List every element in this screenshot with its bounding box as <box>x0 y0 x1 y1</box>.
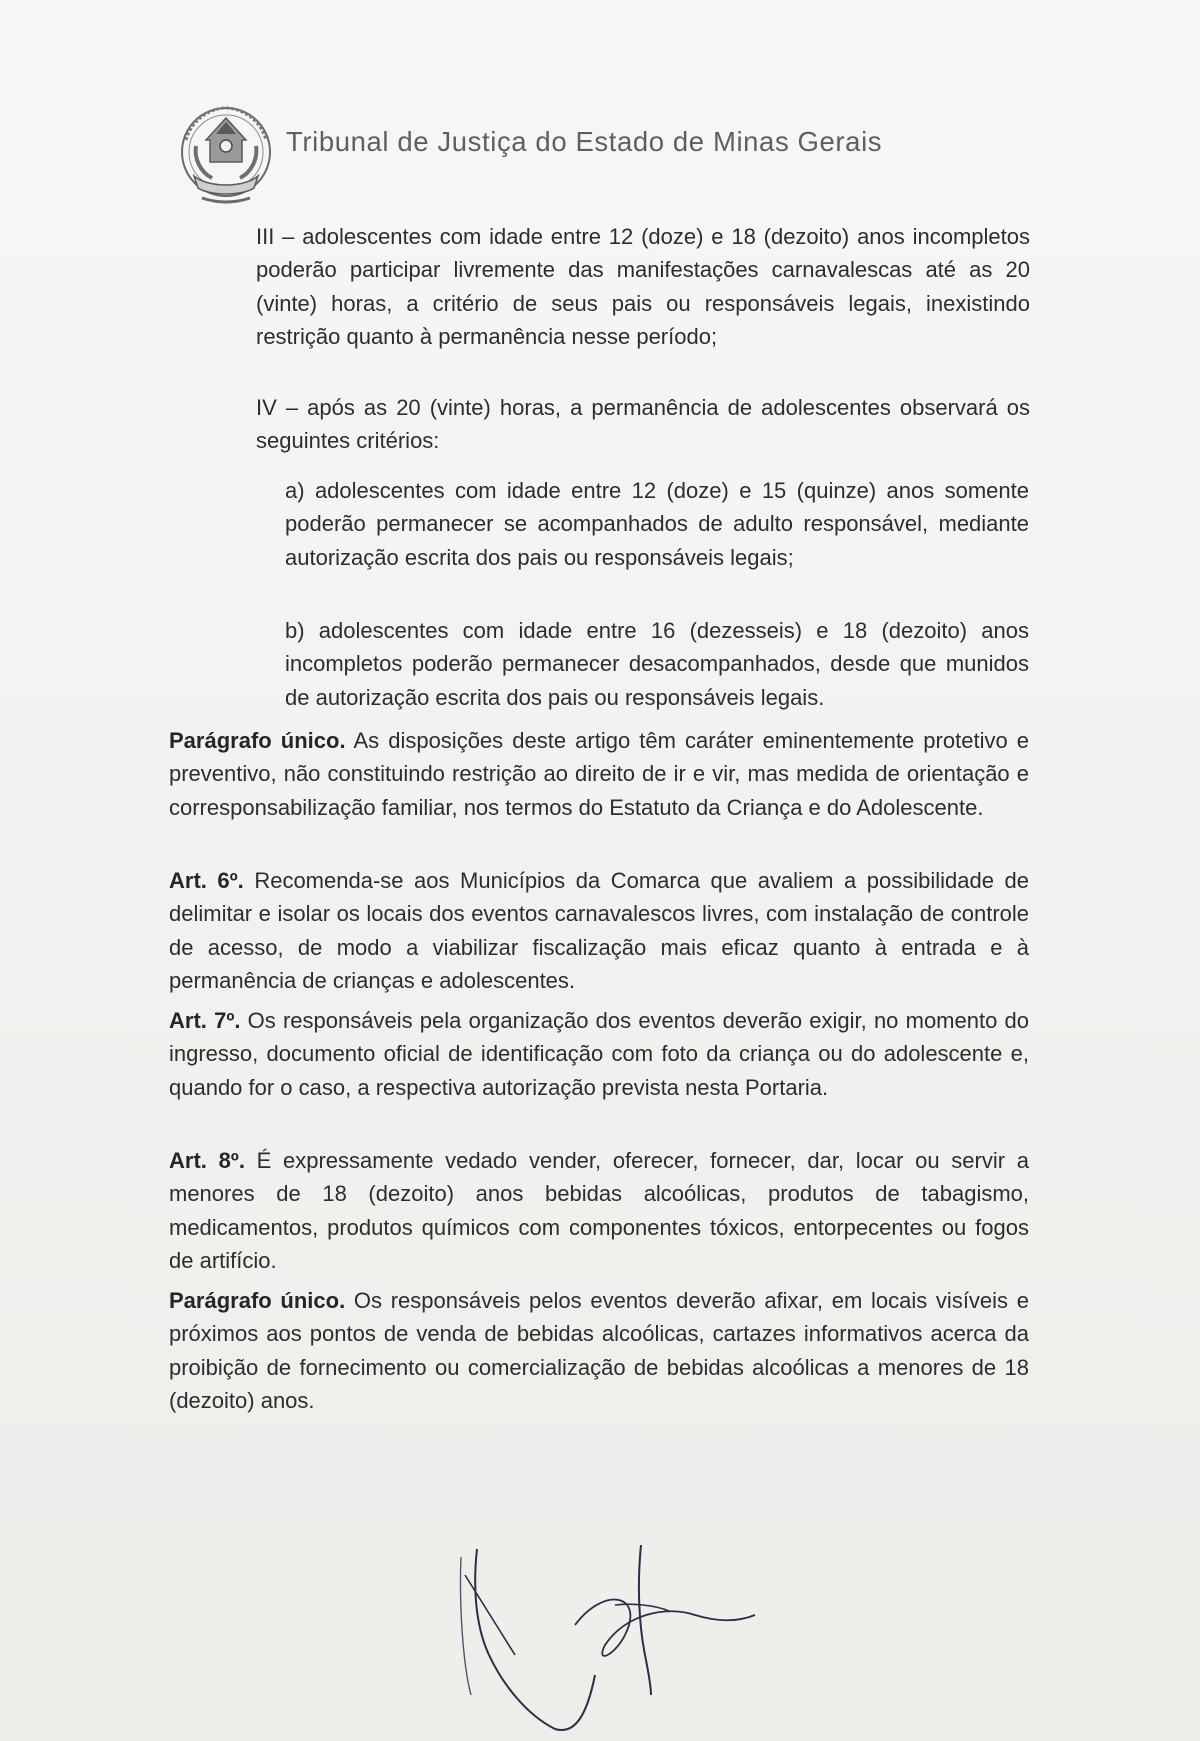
alinea-b: b) adolescentes com idade entre 16 (dezesseis) e 18 (dezoito) anos incompletos poderão permanecer desacompanhados, desde que munidos de autorização escrita dos pais ou responsáveis legais. <box>285 618 1029 710</box>
inciso-iv: IV – após as 20 (vinte) horas, a permanência de adolescentes observará os seguintes critérios: <box>256 395 1030 454</box>
coat-of-arms-icon <box>172 100 280 208</box>
letterhead <box>172 100 882 208</box>
article-8 <box>169 1144 1029 1278</box>
article-label: Art. 7º. <box>169 1008 241 1033</box>
paragraph-text: Os responsáveis pelos eventos deverão afixar, em locais visíveis e próximos aos pontos de venda de bebidas alcoólicas, cartazes informativos acerca da proibição de fornecimento ou comercialização de bebidas alcoólicas a menores de 18 (dezoito) anos. <box>169 1288 1029 1414</box>
paragraph-label: Parágrafo único. <box>169 728 346 753</box>
article-6 <box>169 864 1029 998</box>
court-name: Tribunal de Justiça do Estado de Minas Gerais <box>286 125 883 157</box>
article-label: Art. 6º. <box>169 868 244 893</box>
article-text: Recomenda-se aos Municípios da Comarca que avaliem a possibilidade de delimitar e isolar os locais dos eventos carnavalescos livres, com instalação de controle de acesso, de modo a viabilizar fiscalização mais eficaz quanto à entrada e à permanência de crianças e adolescentes. <box>169 868 1029 994</box>
article-label: Art. 8º. <box>169 1148 245 1173</box>
article-text: É expressamente vedado vender, oferecer, fornecer, dar, locar ou servir a menores de 18 (dezoito) anos bebidas alcoólicas, produtos de tabagismo, medicamentos, produtos químicos com componentes tóxicos, entorpecentes ou fogos de artifício. <box>169 1148 1030 1274</box>
inciso-iii: III – adolescentes com idade entre 12 (doze) e 18 (dezoito) anos incompletos poderão participar livremente das manifestações carnavalescas até as 20 (vinte) horas, a critério de seus pais ou responsáveis legais, inexistindo restrição quanto à permanência nesse período; <box>256 224 1030 350</box>
article-text: Os responsáveis pela organização dos eventos deverão exigir, no momento do ingresso, documento oficial de identificação com foto da criança ou do adolescente e, quando for o caso, a respectiva autorização prevista nesta Portaria. <box>169 1008 1029 1100</box>
alinea-a: a) adolescentes com idade entre 12 (doze) e 15 (quinze) anos somente poderão permanecer se acompanhados de adulto responsável, mediante autorização escrita dos pais ou responsáveis legais; <box>285 478 1029 570</box>
handwritten-signature-icon <box>455 1545 775 1735</box>
paragraph-label: Parágrafo único. <box>169 1288 346 1313</box>
article-7 <box>169 1004 1029 1104</box>
paragrafo-unico-art8 <box>169 1284 1029 1418</box>
paragrafo-unico-art5 <box>169 724 1029 824</box>
paragraph-text: As disposições deste artigo têm caráter eminentemente protetivo e preventivo, não constituindo restrição ao direito de ir e vir, mas medida de orientação e corresponsabilização familiar, nos termos do Estatuto da Criança e do Adolescente. <box>169 728 1030 820</box>
